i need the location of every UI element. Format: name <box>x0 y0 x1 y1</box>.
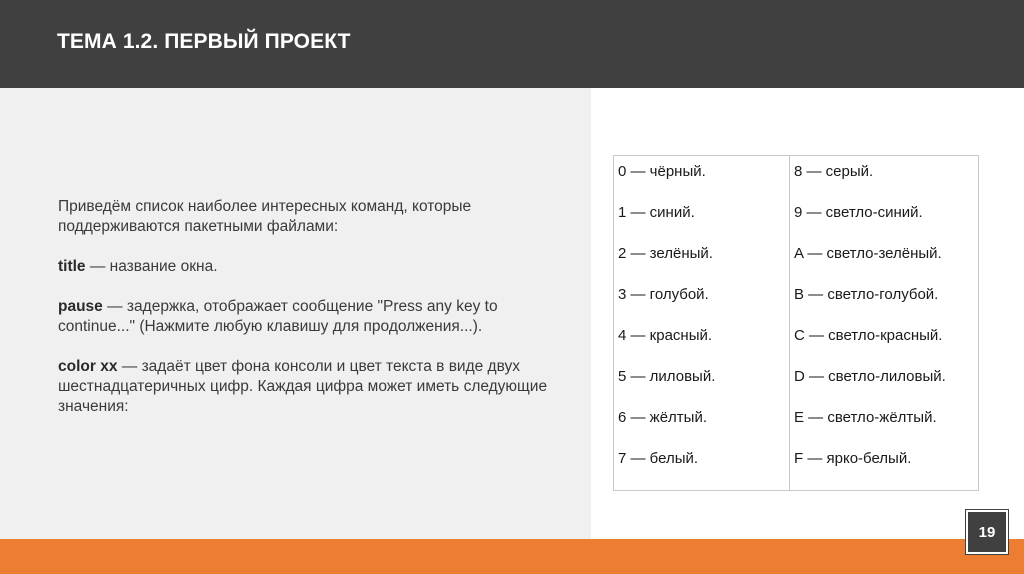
color-code-item: 4 — красный. <box>618 327 713 344</box>
color-codes-column-left <box>614 156 790 491</box>
color-command-name: color xx <box>58 358 118 375</box>
table-row <box>614 156 979 491</box>
color-code-item: 3 — голубой. <box>618 286 709 303</box>
footer-bar <box>0 539 1024 574</box>
color-code-item: 1 — синий. <box>618 204 695 221</box>
slide-title: ТЕМА 1.2. ПЕРВЫЙ ПРОЕКТ <box>57 30 351 53</box>
color-code-item: A — светло-зелёный. <box>794 245 942 262</box>
color-command-description: — задаёт цвет фона консоли и цвет текста в виде двух шестнадцатеричных цифр. Каждая цифра может иметь следующие значения: <box>58 358 548 415</box>
color-code-item: 2 — зелёный. <box>618 245 713 262</box>
pause-command-paragraph <box>58 297 568 337</box>
color-code-item: D — светло-лиловый. <box>794 368 946 385</box>
intro-paragraph: Приведём список наиболее интересных команд, которые поддерживаются пакетными файлами: <box>58 198 472 235</box>
color-code-item: 5 — лиловый. <box>618 368 716 385</box>
color-code-item: 0 — чёрный. <box>618 163 706 180</box>
title-command-name: title <box>58 258 86 275</box>
color-codes-column-right <box>790 156 979 491</box>
color-command-paragraph <box>58 357 568 417</box>
color-code-item: B — светло-голубой. <box>794 286 939 303</box>
pause-command-description: — задержка, отображает сообщение "Press any key to continue..." (Нажмите любую клавишу для продолжения...). <box>58 298 498 335</box>
color-code-item: 7 — белый. <box>618 450 699 467</box>
header-bar <box>0 0 1024 88</box>
color-code-item: 9 — светло-синий. <box>794 204 923 221</box>
title-command-description: — название окна. <box>85 258 218 275</box>
color-code-item: E — светло-жёлтый. <box>794 409 937 426</box>
color-code-item: F — ярко-белый. <box>794 450 912 467</box>
color-code-item: C — светло-красный. <box>794 327 943 344</box>
color-codes-table <box>613 155 979 491</box>
title-command-paragraph <box>58 257 568 277</box>
pause-command-name: pause <box>58 298 103 315</box>
body-text <box>58 197 568 437</box>
page-number-badge: 19 <box>966 510 1008 554</box>
color-code-item: 8 — серый. <box>794 163 874 180</box>
color-code-item: 6 — жёлтый. <box>618 409 708 426</box>
